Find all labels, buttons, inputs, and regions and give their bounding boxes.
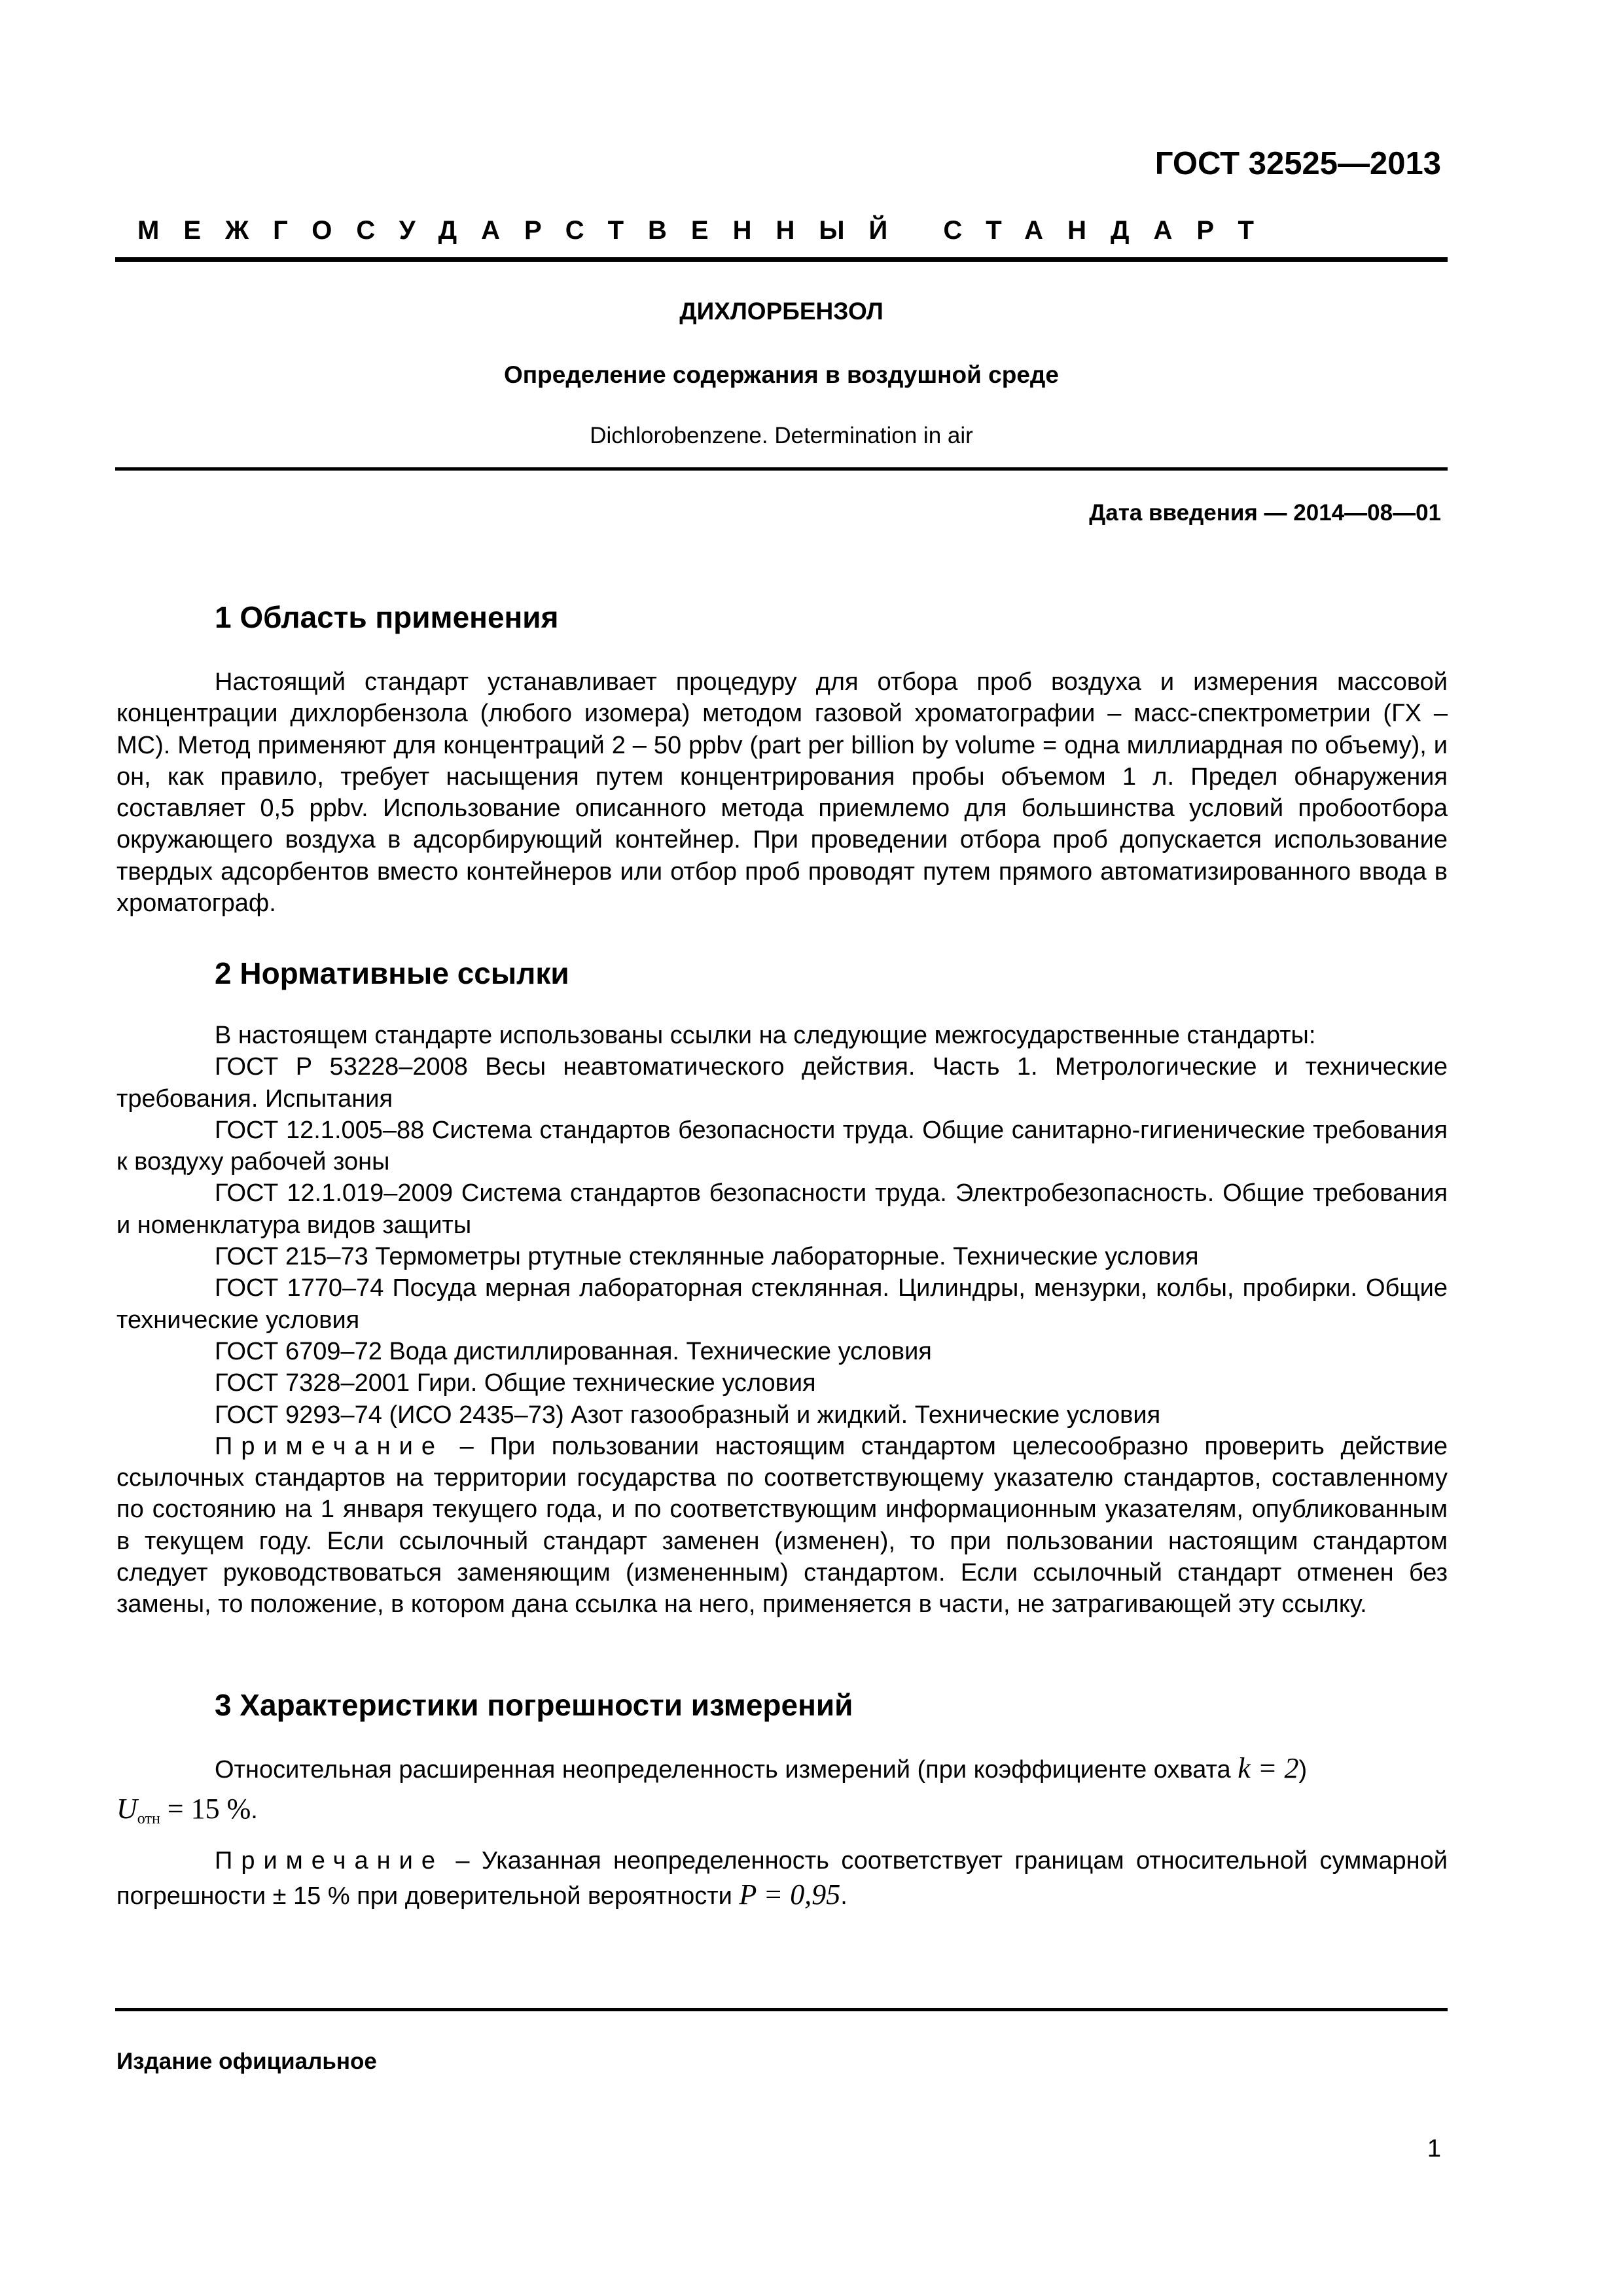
note-end: . — [840, 1882, 847, 1910]
section2-intro: В настоящем стандарте использованы ссылки на следующие межгосударственные стандарты: — [215, 1022, 1316, 1049]
reference-item: ГОСТ 9293–74 (ИСО 2435–73) Азот газообразный и жидкий. Технические условия — [215, 1401, 1161, 1429]
title-rule — [115, 467, 1448, 471]
page-number: 1 — [1427, 2135, 1441, 2162]
introduction-date: Дата введения — 2014—08—01 — [1089, 500, 1441, 526]
document-title: ДИХЛОРБЕНЗОЛ — [679, 298, 883, 325]
reference-item: ГОСТ 215–73 Термометры ртутные стеклянные лабораторные. Технические условия — [215, 1243, 1199, 1271]
note-text: – При пользовании настоящим стандартом целесообразно проверить действие ссылочных стандартов на территории государства по соответствующему указателю стандартов, составленному по состоянию на 1 января текущего года, и по соответствующим информационным указателям, опубликованным в текущем году. Если ссылочный стандарт заменен (изменен), то при пользовании настоящим стандартом следует руководствоваться заменяющим (измененным) стандартом. Если ссылочный стандарт отменен без замены, то положение, в котором дана ссылка на него, применяется в части, не затрагивающей эту ссылку. — [116, 1432, 1448, 1619]
footer-rule — [115, 2008, 1448, 2011]
reference-item: ГОСТ Р 53228–2008 Весы неавтоматического действия. Часть 1. Метрологические и технические требования. Испытания — [116, 1053, 1448, 1113]
reference-item: ГОСТ 6709–72 Вода дистиллированная. Технические условия — [215, 1337, 932, 1365]
reference-item: ГОСТ 7328–2001 Гири. Общие технические условия — [215, 1369, 816, 1397]
section1-heading: 1 Область применения — [215, 600, 559, 634]
uncertainty-text-close: ) — [1298, 1756, 1308, 1784]
note-label: Примечание — [215, 1847, 444, 1874]
reference-item: ГОСТ 12.1.005–88 Система стандартов безопасности труда. Общие санитарно-гигиенические требования к воздуху рабочей зоны — [116, 1116, 1448, 1176]
uncertainty-text: Относительная расширенная неопределенность измерений (при коэффициенте охвата — [215, 1756, 1238, 1784]
reference-item: ГОСТ 1770–74 Посуда мерная лабораторная стеклянная. Цилиндры, мензурки, колбы, пробирки. Общие технические условия — [116, 1274, 1448, 1334]
uncertainty-value-line — [116, 1789, 1448, 1839]
official-edition-label: Издание официальное — [116, 2049, 377, 2074]
uncertainty-end: . — [251, 1797, 258, 1824]
document-subtitle: Определение содержания в воздушной среде — [504, 361, 1059, 388]
section2-heading: 2 Нормативные ссылки — [215, 956, 569, 990]
section2-body — [116, 1020, 1448, 1621]
confidence-formula: P = 0,95 — [739, 1878, 841, 1910]
section3-note — [116, 1844, 1448, 1913]
header-rule — [115, 257, 1448, 262]
coverage-factor-formula: k = 2 — [1238, 1752, 1299, 1784]
note-label: Примечание — [215, 1432, 444, 1460]
section3-body — [116, 1749, 1448, 1913]
uncertainty-subscript: отн — [137, 1810, 160, 1827]
standard-category: МЕЖГОСУДАРСТВЕННЫЙ СТАНДАРТ — [137, 216, 1278, 245]
section1-paragraph: Настоящий стандарт устанавливает процедуру для отбора проб воздуха и измерения массовой концентрации дихлорбензола (любого изомера) методом газовой хроматографии – масс-спектрометрии (ГХ – МС). Метод применяют для концентраций 2 – 50 ppbv (part per billion by volume = одна миллиардная по объему), и он, как правило, требует насыщения путем концентрирования пробы объемом 1 л. Предел обнаружения составляет 0,5 ppbv. Использование описанного метода приемлемо для большинства условий пробоотбора окружающего воздуха в адсорбирующий контейнер. При проведении отбора проб допускается использование твердых адсорбентов вместо контейнеров или отбор проб проводят путем прямого автоматизированного ввода в хроматограф. — [116, 668, 1448, 918]
note-text: – Указанная неопределенность соответствует границам относительной суммарной погрешности ± 15 % при доверительной вероятности — [116, 1847, 1448, 1910]
section2-note — [116, 1431, 1448, 1621]
section3-paragraph — [116, 1749, 1448, 1789]
english-title: Dichlorobenzene. Determination in air — [590, 423, 973, 448]
reference-item: ГОСТ 12.1.019–2009 Система стандартов безопасности труда. Электробезопасность. Общие требования и номенклатура видов защиты — [116, 1179, 1448, 1239]
section3-heading: 3 Характеристики погрешности измерений — [215, 1688, 853, 1722]
uncertainty-symbol: U — [116, 1793, 137, 1825]
uncertainty-value: = 15 % — [160, 1793, 251, 1825]
section1-body — [116, 666, 1448, 919]
standard-number: ГОСТ 32525—2013 — [1154, 146, 1441, 181]
